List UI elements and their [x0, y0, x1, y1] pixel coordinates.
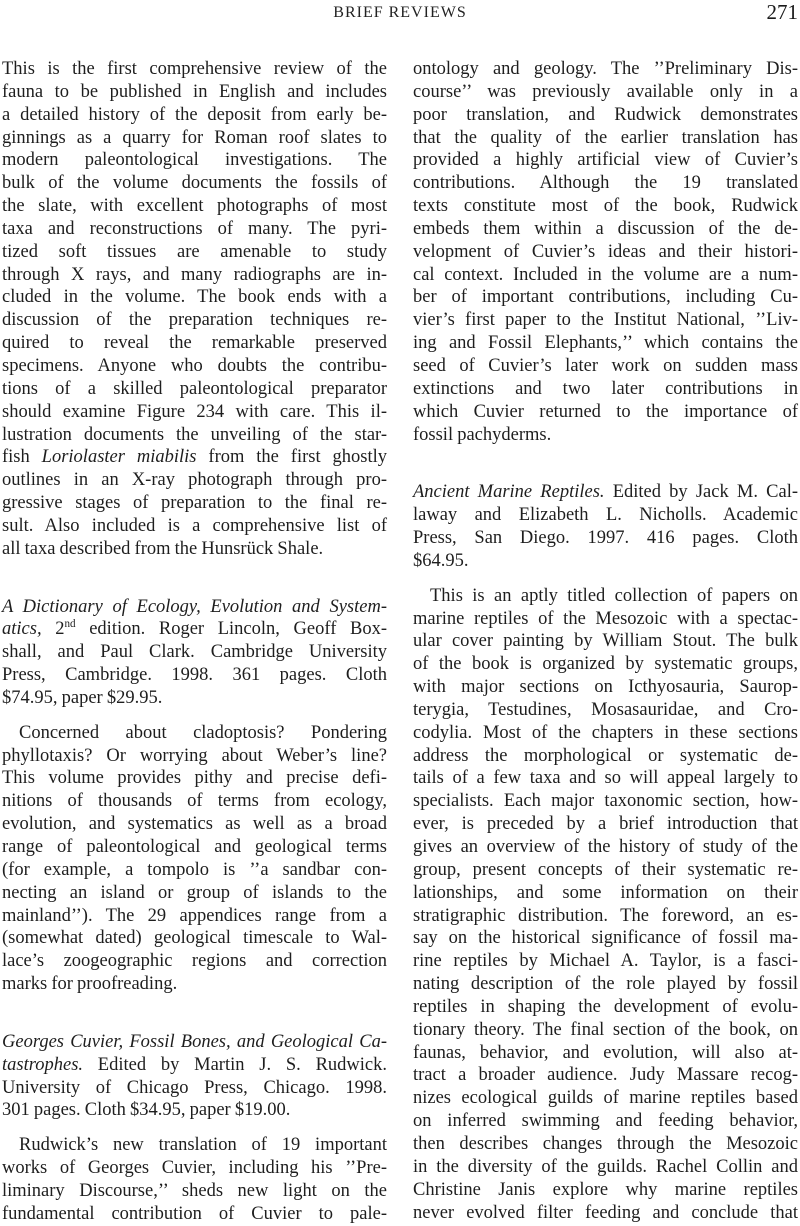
text-line: lustration documents the unveiling of the star-: [2, 424, 387, 445]
text-line: taxa and reconstructions of many. The pyri-: [2, 218, 387, 239]
text-line: reptiles in shaping the development of evolu-: [413, 996, 798, 1017]
text-line: evolution, and systematics as well as a broad: [2, 814, 387, 835]
text-line: embeds them within a discussion of the de-: [413, 218, 798, 239]
text-line: fauna to be published in English and includes: [2, 81, 387, 102]
text-line: course’’ was previously available only in a: [413, 81, 798, 102]
text-line: group, present concepts of their systematic re-: [413, 859, 798, 880]
text-line: codylia. Most of the chapters in these sections: [413, 722, 798, 743]
text-line: tionary theory. The final section of the book, on: [413, 1019, 798, 1040]
text-line: lace’s zoogeographic regions and correction: [2, 951, 387, 972]
text-line: a detailed history of the deposit from early be-: [2, 104, 387, 125]
text-line: mainland’’). The 29 appendices range from a: [2, 905, 387, 926]
text-line: through X rays, and many radiographs are in-: [2, 264, 387, 285]
text-line: bulk of the volume documents the fossils of: [2, 173, 387, 194]
text-line: discussion of the preparation techniques re-: [2, 310, 387, 331]
text-line: provided a highly artificial view of Cuvier’s: [413, 150, 798, 171]
text-line: outlines in an X-ray photograph through pro-: [2, 470, 387, 491]
book-citation: [413, 481, 798, 572]
text-line: texts constitute most of the book, Rudwick: [413, 196, 798, 217]
review-paragraph: [413, 58, 798, 446]
text-line: cluded in the volume. The book ends with a: [2, 287, 387, 308]
text-line: never evolved filter feeding and conclude that: [413, 1202, 798, 1223]
text-line: tized soft tissues are amenable to study: [2, 241, 387, 262]
book-citation: [2, 1031, 387, 1122]
text-line: all taxa described from the Hunsrück Shale.: [2, 538, 324, 559]
text-line: laway and Elizabeth L. Nicholls. Academic: [413, 505, 798, 526]
text-line: fish Loriolaster miabilis from the first ghostly: [2, 447, 388, 468]
text-line: stratigraphic distribution. The foreword, an es-: [413, 905, 798, 926]
text-line: sult. Also included is a comprehensive list of: [2, 515, 387, 536]
text-line: A Dictionary of Ecology, Evolution and System-: [2, 596, 387, 617]
text-line: fossil pachyderms.: [413, 424, 552, 445]
text-line: 301 pages. Cloth $34.95, paper $19.00.: [2, 1100, 291, 1121]
text-line: Press, Cambridge. 1998. 361 pages. Cloth: [2, 665, 387, 686]
text-line: quired to reveal the remarkable preserved: [2, 333, 387, 354]
text-line: nizes ecological guilds of marine reptiles based: [413, 1088, 798, 1109]
text-line: which Cuvier returned to the importance of: [413, 401, 798, 422]
text-line: atics, 2nd edition. Roger Lincoln, Geoff Box-: [2, 618, 387, 640]
text-line: specimens. Anyone who doubts the contribu-: [2, 355, 387, 376]
text-line: fundamental contribution of Cuvier to pale-: [2, 1203, 387, 1224]
text-line: nating description of the role played by fossil: [413, 974, 798, 995]
text-line: lationships, and some information on their: [413, 882, 798, 903]
text-line: poor translation, and Rudwick demonstrates: [413, 104, 798, 125]
review-paragraph: [2, 1134, 387, 1225]
book-citation: [2, 596, 387, 710]
text-line: This is an aptly titled collection of papers on: [430, 585, 798, 606]
left-column: [2, 58, 387, 1226]
text-line: marine reptiles of the Mesozoic with a spectac-: [413, 608, 798, 629]
text-line: rine reptiles by Michael A. Taylor, is a fasci-: [413, 951, 798, 972]
text-line: with major sections on Icthyosauria, Saurop-: [413, 677, 798, 698]
text-line: Georges Cuvier, Fossil Bones, and Geological Ca-: [2, 1031, 387, 1052]
text-line: on inferred swimming and feeding behavior,: [413, 1111, 798, 1132]
text-line: ing and Fossil Elephants,’’ which contains the: [413, 333, 798, 354]
text-line: (for example, a tompolo is ’’a sandbar con-: [2, 859, 387, 880]
text-line: nitions of thousands of terms from ecology,: [2, 791, 387, 812]
text-line: Ancient Marine Reptiles. Edited by Jack M. Cal-: [413, 482, 798, 503]
text-line: modern paleontological investigations. The: [2, 150, 387, 171]
text-line: shall, and Paul Clark. Cambridge University: [2, 642, 387, 663]
text-line: faunas, behavior, and evolution, will also at-: [413, 1042, 798, 1063]
text-line: ontology and geology. The ’’Preliminary Dis-: [413, 59, 798, 79]
text-line: address the morphological or systematic de-: [413, 745, 798, 766]
text-line: ber of important contributions, including Cu-: [413, 287, 798, 308]
text-line: should examine Figure 234 with care. This il-: [2, 401, 387, 422]
review-paragraph: [413, 585, 798, 1225]
text-line: seed of Cuvier’s later work on sudden mass: [413, 355, 798, 376]
text-line: then describes changes through the Mesozoic: [413, 1133, 798, 1154]
page-number: 271: [766, 0, 798, 24]
text-line: tions of a skilled paleontological preparator: [2, 378, 387, 399]
text-line: vier’s first paper to the Institut National, ’’Liv-: [413, 310, 798, 331]
text-line: Concerned about cladoptosis? Pondering: [19, 722, 387, 743]
text-line: This volume provides pithy and precise defi-: [2, 768, 387, 789]
text-line: ginnings as a quarry for Roman roof slates to: [2, 127, 387, 148]
text-line: ever, is preceded by a brief introduction that: [413, 814, 798, 835]
text-line: the slate, with excellent photographs of most: [2, 196, 387, 217]
text-line: works of Georges Cuvier, including his ’’Pre-: [2, 1158, 387, 1179]
text-line: tails of a few taxa and so will appeal largely to: [413, 768, 798, 789]
text-line: $74.95, paper $29.95.: [2, 687, 163, 708]
text-line: (somewhat dated) geological timescale to Wal-: [2, 928, 387, 949]
text-line: tract a broader audience. Judy Massare recog-: [413, 1065, 798, 1086]
text-line: of the book is organized by systematic groups,: [413, 654, 798, 675]
text-line: gressive stages of preparation to the final re-: [2, 493, 387, 514]
text-line: phyllotaxis? Or worrying about Weber’s line?: [2, 745, 387, 766]
text-line: Rudwick’s new translation of 19 important: [19, 1135, 387, 1156]
text-line: that the quality of the earlier translation has: [413, 127, 798, 148]
text-line: University of Chicago Press, Chicago. 1998.: [2, 1077, 387, 1098]
text-line: contributions. Although the 19 translated: [413, 173, 798, 194]
text-line: $64.95.: [413, 550, 469, 571]
running-head: BRIEF REVIEWS: [333, 4, 467, 21]
text-line: extinctions and two later contributions in: [413, 378, 798, 399]
text-line: gives an overview of the history of study of the: [413, 837, 798, 857]
text-line: say on the historical significance of fossil ma-: [413, 928, 798, 949]
text-line: marks for proofreading.: [2, 974, 178, 995]
review-paragraph: [2, 722, 387, 996]
text-line: in the diversity of the guilds. Rachel Collin and: [413, 1156, 798, 1177]
text-line: necting an island or group of islands to the: [2, 882, 387, 903]
text-line: ular cover painting by William Stout. The bulk: [413, 631, 798, 652]
review-paragraph: [2, 58, 387, 561]
text-line: specialists. Each major taxonomic section, how-: [413, 791, 798, 812]
text-line: cal context. Included in the volume are a num-: [413, 264, 798, 285]
text-line: liminary Discourse,’’ sheds new light on the: [2, 1180, 387, 1201]
text-line: range of paleontological and geological terms: [2, 837, 387, 857]
text-line: velopment of Cuvier’s ideas and their histori-: [413, 241, 798, 262]
right-column: [413, 58, 798, 1224]
text-line: tastrophes. Edited by Martin J. S. Rudwick.: [2, 1054, 387, 1075]
text-line: Press, San Diego. 1997. 416 pages. Cloth: [413, 528, 798, 549]
text-line: terygia, Testudines, Mosasauridae, and Cro-: [413, 699, 798, 720]
text-line: This is the first comprehensive review of the: [2, 59, 387, 79]
text-line: Christine Janis explore why marine reptiles: [413, 1179, 798, 1200]
